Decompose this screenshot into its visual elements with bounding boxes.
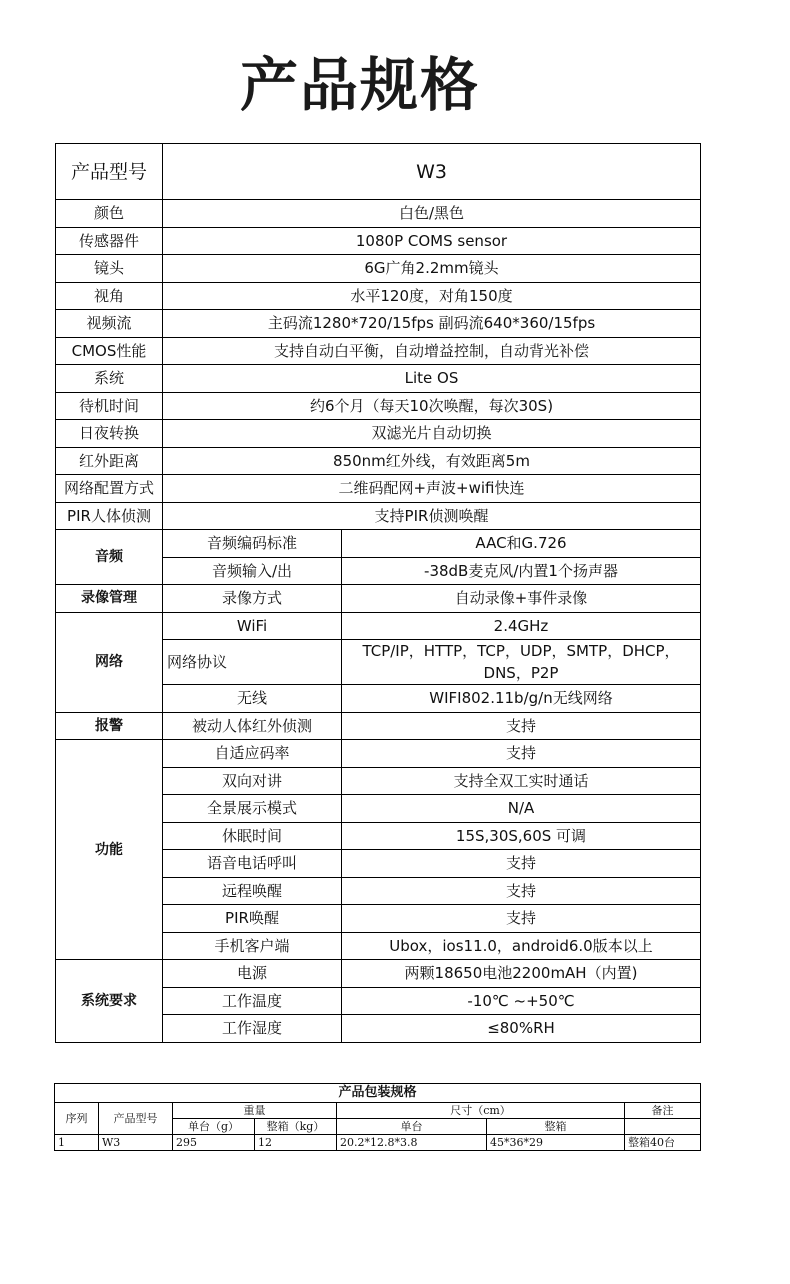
spec-label: 系统 [56,365,163,393]
spec-value: TCP/IP，HTTP，TCP，UDP，SMTP，DHCP，DNS，P2P [342,640,701,685]
model-label: 产品型号 [56,144,163,200]
spec-value: 支持全双工实时通话 [342,767,701,795]
spec-row [56,420,701,448]
spec-value: 双滤光片自动切换 [163,420,701,448]
spec-row [56,392,701,420]
spec-label: 镜头 [56,255,163,283]
spec-row [56,502,701,530]
spec-value: 850nm红外线，有效距离5m [163,447,701,475]
spec-row [56,612,701,640]
spec-label: 录像方式 [163,585,342,613]
cell-box-weight: 12 [255,1135,337,1151]
spec-label: PIR人体侦测 [56,502,163,530]
cell-unit-weight: 295 [173,1135,255,1151]
packaging-title: 产品包装规格 [55,1084,701,1103]
spec-label: 红外距离 [56,447,163,475]
spec-value: 支持PIR侦测唤醒 [163,502,701,530]
spec-value: Lite OS [163,365,701,393]
spec-row [56,447,701,475]
col-model: 产品型号 [99,1103,173,1135]
spec-value: N/A [342,795,701,823]
spec-row [56,365,701,393]
cell-note: 整箱40台 [625,1135,701,1151]
spec-label: 颜色 [56,200,163,228]
spec-label: 网络协议 [163,640,342,685]
spec-label: 网络配置方式 [56,475,163,503]
spec-label: 远程唤醒 [163,877,342,905]
spec-value: 白色/黑色 [163,200,701,228]
spec-label: 无线 [163,685,342,713]
spec-row [56,530,701,558]
spec-row [56,475,701,503]
spec-row [56,585,701,613]
spec-label: CMOS性能 [56,337,163,365]
spec-value: 支持 [342,877,701,905]
spec-row [56,282,701,310]
spec-value: 15S,30S,60S 可调 [342,822,701,850]
spec-value: 二维码配网+声波+wifi快连 [163,475,701,503]
spec-row-model [56,144,701,200]
spec-value: 水平120度，对角150度 [163,282,701,310]
spec-label: 视角 [56,282,163,310]
spec-row [56,960,701,988]
spec-row [56,712,701,740]
col-unit-weight: 单台（g） [173,1119,255,1135]
spec-label: 待机时间 [56,392,163,420]
spec-value: 支持 [342,740,701,768]
spec-label: 工作湿度 [163,1015,342,1043]
spec-row [56,740,701,768]
spec-value: WIFI802.11b/g/n无线网络 [342,685,701,713]
spec-label: 全景展示模式 [163,795,342,823]
spec-label: 手机客户端 [163,932,342,960]
spec-label: 传感器件 [56,227,163,255]
spec-label: 视频流 [56,310,163,338]
col-note-empty [625,1119,701,1135]
group-record: 录像管理 [56,585,163,613]
cell-seq: 1 [55,1135,99,1151]
spec-row [56,227,701,255]
spec-value: 主码流1280*720/15fps 副码流640*360/15fps [163,310,701,338]
spec-value: -10℃ ~+50℃ [342,987,701,1015]
spec-label: 日夜转换 [56,420,163,448]
group-alarm: 报警 [56,712,163,740]
page-title: 产品规格 [239,51,480,119]
spec-row [56,337,701,365]
packaging-table [54,1083,701,1151]
col-note: 备注 [625,1103,701,1119]
spec-value: 支持自动白平衡，自动增益控制，自动背光补偿 [163,337,701,365]
spec-label: 被动人体红外侦测 [163,712,342,740]
spec-value: 自动录像+事件录像 [342,585,701,613]
col-unit-size: 单台 [337,1119,487,1135]
group-network: 网络 [56,612,163,712]
group-function: 功能 [56,740,163,960]
spec-label: 音频输入/出 [163,557,342,585]
table-row [55,1135,701,1151]
spec-label: WiFi [163,612,342,640]
spec-value: 支持 [342,905,701,933]
spec-label: 工作温度 [163,987,342,1015]
spec-table [55,143,701,1043]
spec-value: 约6个月（每天10次唤醒，每次30S) [163,392,701,420]
spec-label: 休眠时间 [163,822,342,850]
spec-value: -38dB麦克风/内置1个扬声器 [342,557,701,585]
spec-value: Ubox，ios11.0，android6.0版本以上 [342,932,701,960]
spec-label: PIR唤醒 [163,905,342,933]
spec-value: ≤80%RH [342,1015,701,1043]
col-box-size: 整箱 [487,1119,625,1135]
spec-row [56,255,701,283]
spec-label: 自适应码率 [163,740,342,768]
spec-value: 支持 [342,712,701,740]
spec-label: 语音电话呼叫 [163,850,342,878]
group-audio: 音频 [56,530,163,585]
spec-value: 2.4GHz [342,612,701,640]
spec-row [56,310,701,338]
col-size: 尺寸（cm） [337,1103,625,1119]
model-value: W3 [163,144,701,200]
spec-label: 音频编码标准 [163,530,342,558]
spec-value: 1080P COMS sensor [163,227,701,255]
spec-label: 电源 [163,960,342,988]
spec-value: 支持 [342,850,701,878]
cell-box-size: 45*36*29 [487,1135,625,1151]
spec-value: AAC和G.726 [342,530,701,558]
group-system: 系统要求 [56,960,163,1043]
cell-unit-size: 20.2*12.8*3.8 [337,1135,487,1151]
col-box-weight: 整箱（kg） [255,1119,337,1135]
cell-model: W3 [99,1135,173,1151]
spec-value: 6G广角2.2mm镜头 [163,255,701,283]
spec-row [56,200,701,228]
spec-value: 两颗18650电池2200mAH（内置) [342,960,701,988]
col-seq: 序列 [55,1103,99,1135]
col-weight: 重量 [173,1103,337,1119]
spec-label: 双向对讲 [163,767,342,795]
